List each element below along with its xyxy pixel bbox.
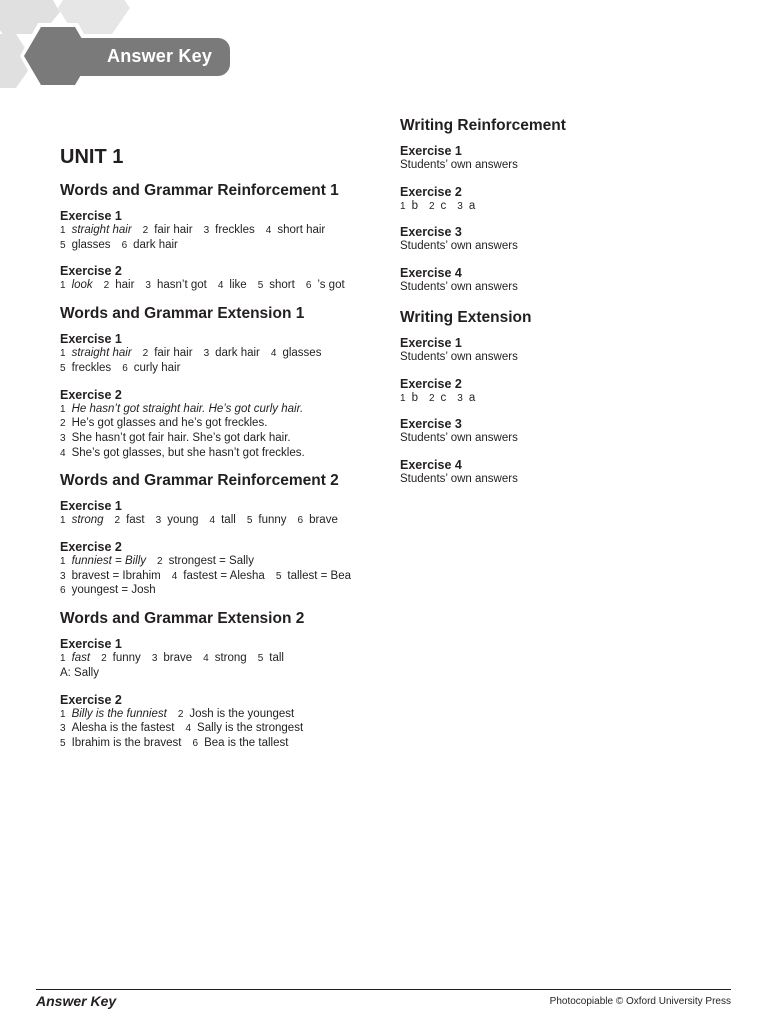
answer-text: strong: [71, 514, 104, 527]
answer-line: [400, 392, 486, 404]
answer-item: [60, 584, 156, 596]
item-number: 5: [275, 570, 282, 582]
item-number: 5: [246, 515, 253, 527]
item-number: 1: [400, 392, 406, 404]
answer-item: [143, 224, 193, 236]
answer-item: [266, 224, 326, 236]
answer-line: [60, 652, 295, 664]
answer-item: [258, 652, 284, 664]
answer-line: [60, 584, 167, 596]
section-title: Words and Grammar Reinforcement 2: [60, 472, 339, 490]
answer-item: [276, 570, 351, 582]
item-number: 3: [60, 432, 66, 444]
answer-text: Bea is the tallest: [204, 736, 289, 749]
answer-item: [298, 514, 338, 526]
answer-text: Students’ own answers: [400, 432, 518, 445]
exercise-title: Exercise 2: [60, 387, 122, 402]
exercise-title: Exercise 1: [400, 144, 462, 158]
answer-line: [60, 224, 336, 236]
item-number: 6: [297, 515, 304, 527]
answer-text: funny: [112, 652, 141, 665]
answer-line: [60, 570, 362, 582]
answer-line: [400, 473, 529, 485]
item-number: 4: [270, 348, 277, 360]
answer-line: [60, 737, 299, 749]
answer-text: Alesha is the fastest: [71, 722, 175, 735]
answer-text: straight hair: [71, 224, 132, 236]
answer-item: [101, 652, 141, 664]
answer-text: fair hair: [154, 347, 193, 360]
answer-item: [204, 224, 255, 236]
answer-text: c: [440, 391, 447, 404]
answer-text: Students’ own answers: [400, 350, 518, 363]
answer-item: [152, 652, 192, 664]
answer-item: [457, 392, 475, 404]
answer-line: [400, 432, 529, 444]
item-number: 6: [192, 737, 199, 749]
answer-item: [60, 737, 182, 749]
item-number: 1: [60, 280, 66, 292]
answer-item: [400, 392, 418, 404]
answer-text: Students’ own answers: [400, 281, 518, 294]
answer-text: bravest = Ibrahim: [71, 569, 161, 582]
item-number: 2: [142, 348, 149, 360]
item-number: 5: [60, 239, 66, 251]
answer-item: [60, 239, 111, 251]
answer-item: [400, 240, 518, 252]
answer-text: tallest = Bea: [287, 569, 351, 582]
answer-text: Josh is the youngest: [189, 707, 295, 720]
page-header-title: Answer Key: [107, 46, 213, 66]
answer-text: young: [167, 514, 199, 527]
answer-item: [143, 347, 193, 359]
exercise-title: Exercise 3: [400, 225, 462, 240]
answer-item: [172, 570, 265, 582]
answer-item: [247, 514, 287, 526]
exercise-title: Exercise 4: [400, 457, 462, 472]
item-number: 1: [60, 515, 66, 527]
answer-text: He hasn’t got straight hair. He’s got curly hair.: [71, 402, 304, 415]
answer-text: She hasn’t got fair hair. She’s got dark hair.: [71, 431, 291, 444]
item-number: 3: [203, 348, 210, 360]
item-number: 4: [171, 570, 178, 582]
answer-line: [60, 347, 332, 359]
answer-text: Sally is the strongest: [197, 722, 304, 735]
answer-item: [60, 279, 93, 291]
section-title: Words and Grammar Extension 2: [60, 610, 305, 628]
item-number: 4: [265, 225, 272, 236]
answer-item: [60, 432, 291, 444]
exercise-title: Exercise 2: [400, 376, 462, 391]
exercise-title: Exercise 1: [60, 499, 122, 514]
answer-line: [400, 351, 529, 363]
exercise-title: Exercise 2: [60, 264, 122, 279]
item-number: 2: [142, 225, 149, 236]
exercise-title: Exercise 1: [60, 637, 122, 652]
exercise-title: Exercise 2: [60, 540, 122, 554]
answer-item: [145, 279, 206, 291]
answer-line: [60, 667, 110, 679]
answer-text: hair: [115, 279, 135, 292]
item-number: 1: [60, 225, 66, 236]
answer-text: hasn’t got: [156, 279, 207, 292]
answer-text: She’s got glasses, but she hasn’t got freckles.: [71, 446, 305, 459]
answer-item: [400, 281, 518, 293]
item-number: 2: [101, 653, 107, 665]
item-number: 2: [428, 392, 435, 404]
answer-text: tall: [269, 652, 284, 665]
answer-item: [60, 403, 303, 415]
item-number: 1: [60, 653, 66, 665]
answer-item: [60, 514, 104, 526]
answer-text: straight hair: [71, 347, 132, 360]
answer-text: dark hair: [133, 238, 178, 251]
section-title: Writing Extension: [400, 308, 532, 326]
answer-item: [60, 708, 167, 720]
exercise-title: Exercise 2: [400, 184, 462, 199]
answer-item: [204, 347, 260, 359]
answer-item: [203, 652, 247, 664]
unit-title: UNIT 1: [60, 146, 124, 168]
answer-item: [104, 279, 135, 291]
item-number: 4: [209, 515, 216, 527]
answer-text: curly hair: [133, 361, 181, 374]
answer-line: [60, 403, 314, 415]
item-number: 3: [60, 723, 66, 735]
answer-item: [400, 200, 418, 212]
item-number: 5: [257, 280, 264, 292]
exercise-title: Exercise 3: [400, 417, 462, 432]
answer-item: [156, 514, 199, 526]
footer-answer-key: Answer Key: [36, 993, 117, 1009]
answer-item: [60, 667, 99, 679]
answer-line: [60, 514, 349, 526]
answer-line: [60, 432, 302, 444]
exercise-title: Exercise 1: [60, 332, 122, 347]
answer-item: [306, 279, 345, 291]
answer-item: [60, 570, 161, 582]
exercise-title: Exercise 1: [60, 209, 122, 223]
item-number: 3: [145, 280, 151, 292]
answer-text: Billy is the funniest: [71, 707, 167, 720]
footer-copyright: Photocopiable © Oxford University Press: [549, 996, 731, 1007]
exercise-title: Exercise 2: [60, 692, 122, 707]
answer-line: [60, 722, 314, 734]
answer-text: c: [440, 199, 447, 212]
answer-line: [60, 447, 316, 459]
item-number: 2: [177, 708, 184, 720]
item-number: 4: [203, 653, 209, 665]
answer-text: fastest = Alesha: [183, 569, 265, 582]
answer-text: A: Sally: [60, 666, 99, 679]
answer-item: [185, 722, 303, 734]
answer-text: b: [411, 391, 418, 404]
item-number: 3: [151, 653, 158, 665]
item-number: 2: [157, 556, 163, 567]
answer-text: fast: [126, 514, 145, 527]
answer-text: Students’ own answers: [400, 472, 518, 485]
item-number: 1: [60, 403, 66, 415]
exercise-title: Exercise 1: [400, 335, 462, 350]
answer-text: funniest = Billy: [71, 555, 147, 567]
answer-line: [400, 159, 529, 171]
answer-item: [400, 432, 518, 444]
answer-item: [157, 555, 254, 567]
item-number: 6: [121, 239, 128, 251]
item-number: 4: [217, 280, 224, 292]
answer-text: look: [71, 279, 93, 292]
item-number: 2: [114, 515, 121, 527]
answer-text: dark hair: [215, 347, 260, 360]
answer-item: [400, 473, 518, 485]
answer-item: [218, 279, 247, 291]
answer-text: glasses: [71, 238, 111, 251]
answer-text: short: [269, 279, 295, 292]
item-number: 3: [155, 515, 162, 527]
answer-item: [400, 351, 518, 363]
exercise-title: Exercise 4: [400, 266, 462, 281]
item-number: 3: [457, 200, 463, 212]
answer-text: like: [229, 279, 247, 292]
answer-item: [60, 362, 111, 374]
item-number: 5: [60, 362, 66, 374]
answer-line: [60, 555, 265, 567]
answer-text: youngest = Josh: [71, 584, 156, 597]
item-number: 2: [103, 280, 110, 292]
answer-text: fair hair: [154, 224, 193, 236]
answer-line: [60, 362, 191, 374]
answer-text: Ibrahim is the bravest: [71, 736, 182, 749]
answer-text: a: [468, 199, 476, 212]
item-number: 4: [60, 447, 66, 459]
answer-text: strongest = Sally: [168, 555, 254, 567]
answer-item: [60, 652, 90, 664]
answer-line: [400, 240, 529, 252]
answer-line: [60, 417, 278, 429]
answer-text: fast: [71, 652, 91, 665]
item-number: 3: [60, 570, 66, 582]
answer-line: [400, 281, 529, 293]
item-number: 1: [60, 708, 66, 720]
answer-text: ’s got: [317, 279, 345, 292]
section-title: Words and Grammar Reinforcement 1: [60, 182, 339, 199]
answer-text: b: [411, 199, 418, 212]
item-number: 6: [305, 280, 312, 292]
answer-text: strong: [214, 652, 247, 665]
answer-text: freckles: [215, 224, 255, 236]
answer-line: [60, 279, 356, 291]
item-number: 6: [122, 362, 128, 374]
answer-item: [122, 239, 178, 251]
answer-text: brave: [163, 652, 193, 665]
item-number: 1: [400, 200, 406, 212]
answer-text: Students’ own answers: [400, 240, 518, 253]
answer-item: [429, 392, 446, 404]
item-number: 1: [60, 348, 66, 360]
answer-text: freckles: [71, 361, 112, 374]
answer-item: [193, 737, 289, 749]
answer-text: funny: [258, 514, 287, 527]
answer-item: [60, 224, 132, 236]
answer-item: [258, 279, 295, 291]
answer-item: [115, 514, 145, 526]
answer-text: He’s got glasses and he’s got freckles.: [71, 417, 268, 430]
item-number: 6: [60, 585, 66, 597]
answer-text: a: [468, 391, 476, 404]
answer-line: [400, 200, 486, 212]
answer-item: [210, 514, 236, 526]
answer-text: brave: [309, 514, 338, 527]
answer-item: [271, 347, 322, 359]
answer-item: [60, 447, 305, 459]
answer-line: [60, 708, 305, 720]
answer-item: [178, 708, 294, 720]
item-number: 3: [203, 225, 210, 236]
item-number: 5: [60, 737, 66, 749]
answer-item: [122, 362, 180, 374]
answer-text: Students’ own answers: [400, 159, 518, 171]
item-number: 4: [185, 723, 192, 735]
answer-item: [60, 417, 267, 429]
item-number: 1: [60, 556, 66, 567]
answer-text: glasses: [282, 347, 322, 360]
answer-item: [400, 159, 518, 171]
answer-item: [429, 200, 446, 212]
answer-item: [60, 722, 174, 734]
answer-line: [60, 239, 189, 251]
answer-text: short hair: [277, 224, 326, 236]
footer-divider: [36, 989, 731, 990]
item-number: 2: [428, 200, 435, 212]
item-number: 3: [457, 392, 463, 404]
answer-item: [60, 555, 146, 567]
item-number: 2: [60, 418, 66, 430]
item-number: 5: [257, 653, 264, 665]
answer-text: tall: [221, 514, 236, 527]
answer-item: [60, 347, 132, 359]
answer-item: [457, 200, 475, 212]
section-title: Words and Grammar Extension 1: [60, 305, 305, 323]
section-title: Writing Reinforcement: [400, 117, 566, 134]
